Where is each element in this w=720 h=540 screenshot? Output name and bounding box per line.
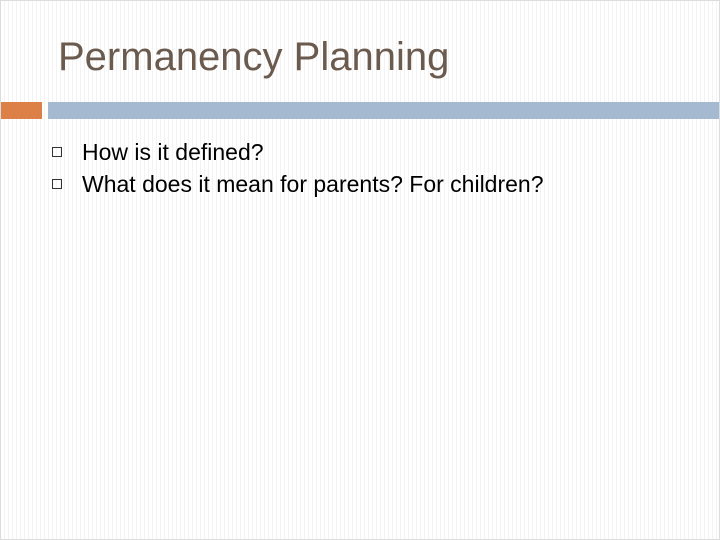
title-accent-bar-blue (48, 102, 720, 119)
hollow-square-bullet-icon (52, 179, 62, 189)
bullet-item (52, 168, 544, 200)
title-accent-bar-orange (1, 102, 42, 119)
bullet-text: How is it defined? (82, 138, 264, 165)
bullet-list (52, 136, 544, 200)
bullet-item (52, 136, 544, 168)
slide-title: Permanency Planning (58, 35, 450, 79)
hollow-square-bullet-icon (52, 147, 62, 157)
bullet-text: What does it mean for parents? For children? (82, 170, 544, 197)
